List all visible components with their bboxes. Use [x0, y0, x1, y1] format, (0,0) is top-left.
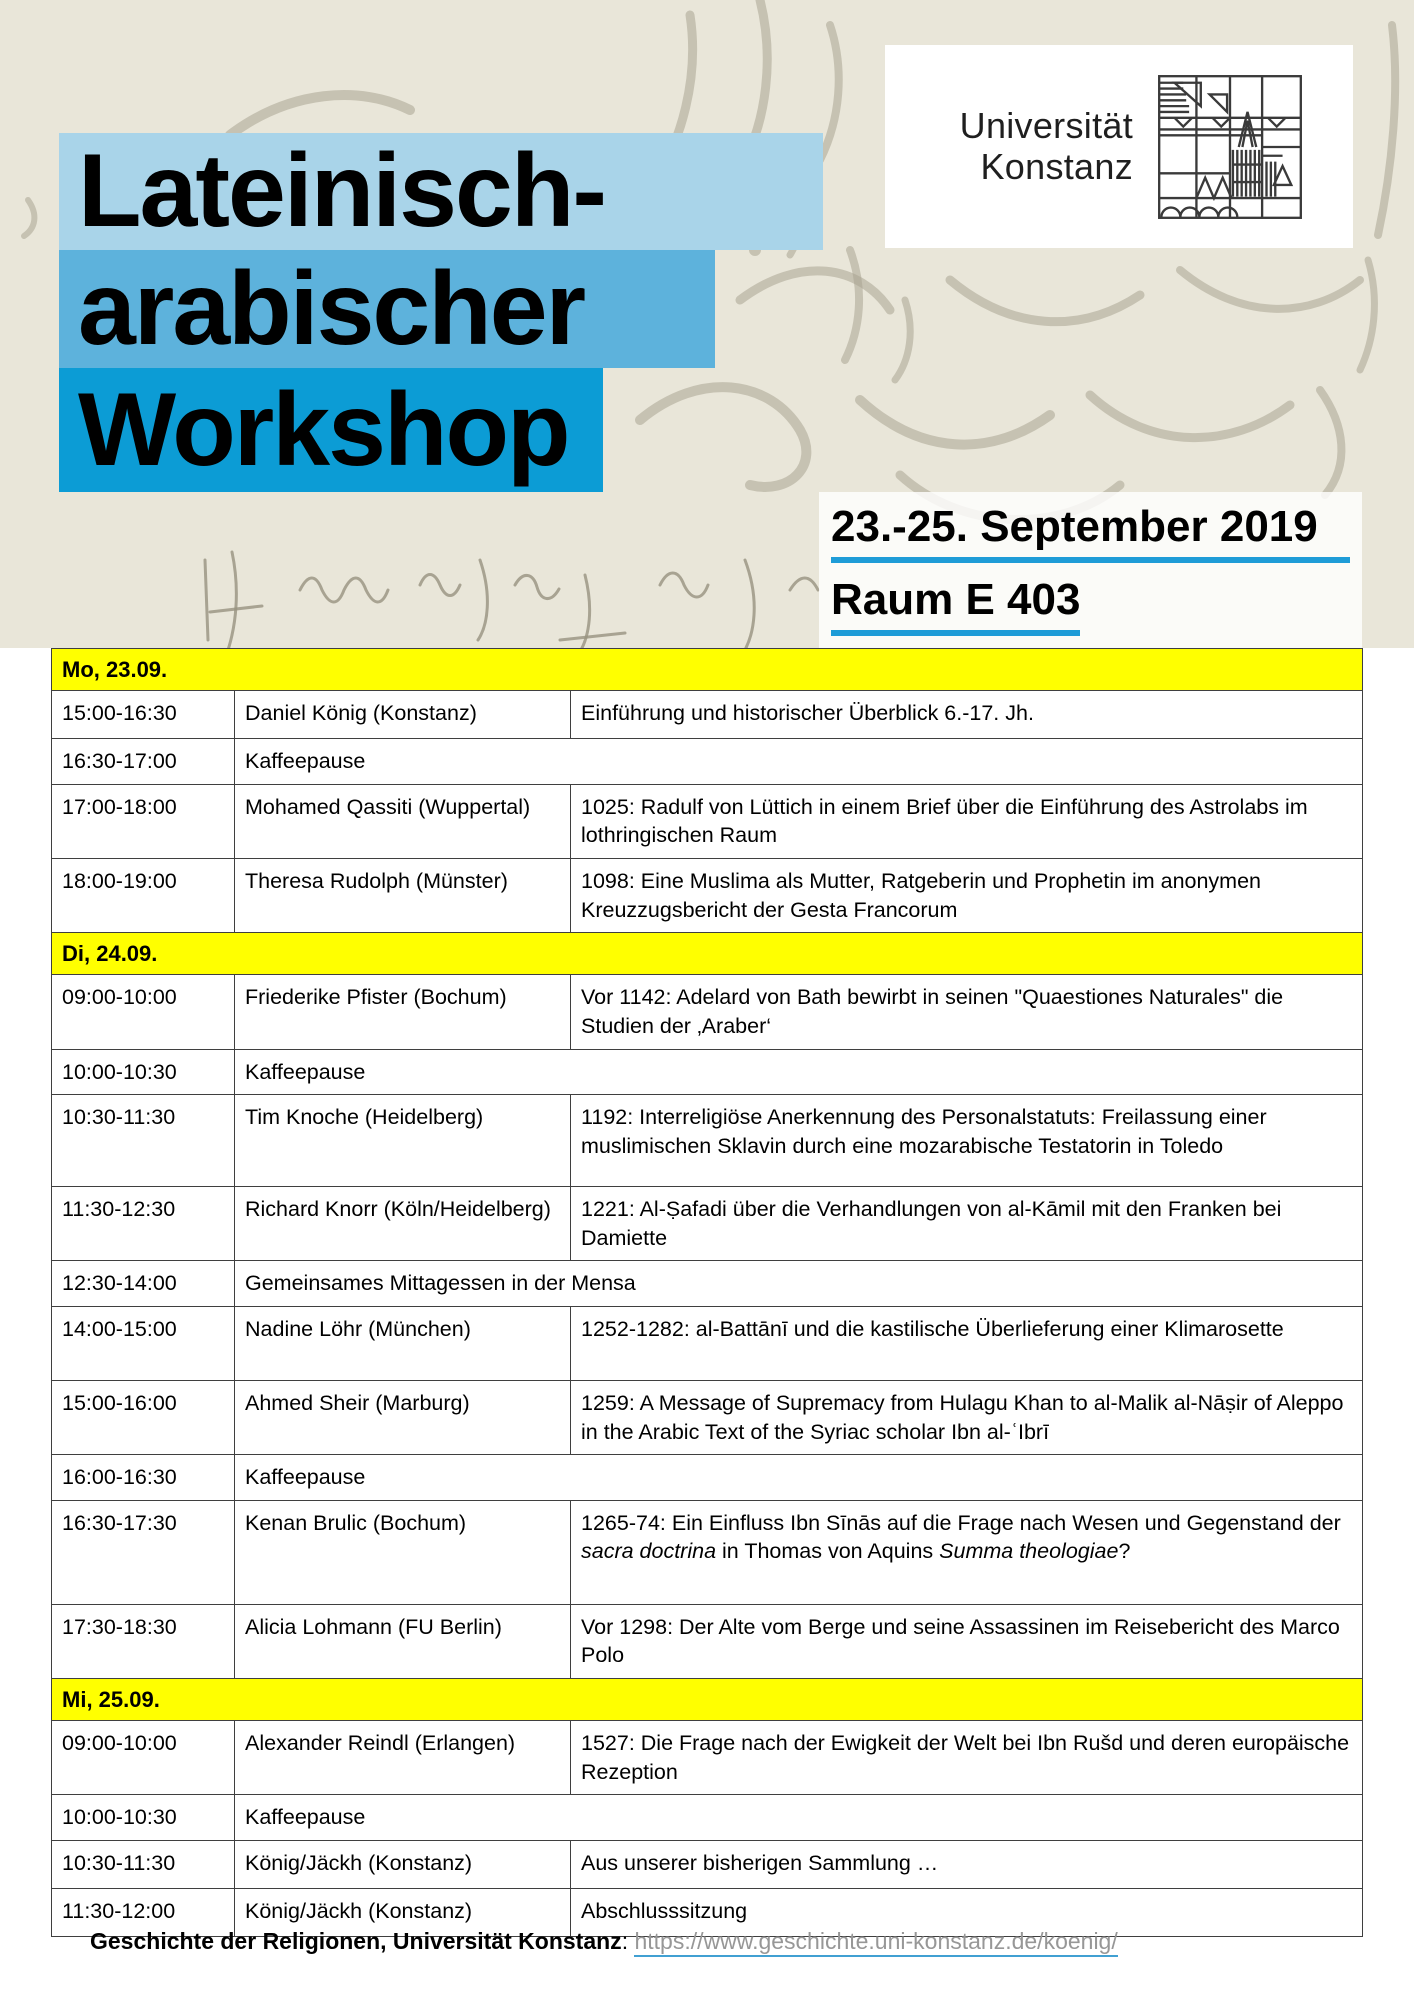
- speaker-cell: Alicia Lohmann (FU Berlin): [235, 1604, 571, 1678]
- time-cell: 11:30-12:00: [52, 1889, 235, 1937]
- session-row: [52, 859, 1363, 933]
- speaker-cell: Kenan Brulic (Bochum): [235, 1500, 571, 1604]
- title-text-3: Workshop: [78, 371, 569, 488]
- talk-title-segment: ?: [1118, 1539, 1131, 1564]
- talk-title-cell: [571, 1500, 1363, 1604]
- logo-line-2: Konstanz: [980, 145, 1133, 187]
- session-row: [52, 975, 1363, 1049]
- logo-line-1: Universität: [959, 105, 1133, 147]
- room-label: Raum E 403: [831, 575, 1080, 636]
- day-header-row: [52, 933, 1363, 975]
- session-row: [52, 1381, 1363, 1455]
- day-header-row: [52, 649, 1363, 691]
- break-label-cell: Kaffeepause: [235, 1049, 1363, 1095]
- time-cell: 09:00-10:00: [52, 975, 235, 1049]
- day-header: Mi, 25.09.: [52, 1679, 1363, 1721]
- time-cell: 10:00-10:30: [52, 1795, 235, 1841]
- break-row: [52, 739, 1363, 785]
- time-cell: 10:30-11:30: [52, 1095, 235, 1187]
- title-text-2: arabischer: [78, 250, 585, 367]
- talk-title-segment: Abschlusssitzung: [581, 1899, 748, 1924]
- speaker-cell: Ahmed Sheir (Marburg): [235, 1381, 571, 1455]
- university-konstanz-emblem: [1157, 74, 1303, 220]
- date-room-box: [819, 492, 1362, 648]
- speaker-cell: König/Jäckh (Konstanz): [235, 1889, 571, 1937]
- schedule-table: [51, 648, 1363, 1937]
- day-header: Mo, 23.09.: [52, 649, 1363, 691]
- talk-title-segment: Vor 1142: Adelard von Bath bewirbt in seinen "Quaestiones Naturales" die Studien der ‚Araber‘: [581, 985, 1284, 1039]
- talk-title-segment: 1098: Eine Muslima als Mutter, Ratgeberin und Prophetin im anonymen Kreuzzugsbericht der Gesta Francorum: [581, 869, 1262, 922]
- university-logo-text: [960, 106, 1133, 187]
- speaker-cell: Friederike Pfister (Bochum): [235, 975, 571, 1049]
- talk-title-segment: 1221: Al-Ṣafadi über die Verhandlungen von al-Kāmil mit den Franken bei Damiette: [581, 1197, 1282, 1250]
- footer-link[interactable]: https://www.geschichte.uni-konstanz.de/koenig/: [634, 1928, 1117, 1957]
- footer-label: Geschichte der Religionen, Universität Konstanz: [90, 1928, 622, 1954]
- session-row: [52, 1604, 1363, 1678]
- poster-header: [0, 0, 1414, 648]
- schedule-body: [52, 649, 1363, 1937]
- time-cell: 14:00-15:00: [52, 1307, 235, 1381]
- time-cell: 18:00-19:00: [52, 859, 235, 933]
- talk-title-segment: 1527: Die Frage nach der Ewigkeit der Welt bei Ibn Rušd und deren europäische Rezeption: [581, 1731, 1350, 1784]
- break-label-cell: Gemeinsames Mittagessen in der Mensa: [235, 1261, 1363, 1307]
- session-row: [52, 1095, 1363, 1187]
- session-row: [52, 691, 1363, 739]
- time-cell: 10:00-10:30: [52, 1049, 235, 1095]
- speaker-cell: König/Jäckh (Konstanz): [235, 1841, 571, 1889]
- talk-title-cell: [571, 1381, 1363, 1455]
- day-header-row: [52, 1679, 1363, 1721]
- date-range: 23.-25. September 2019: [831, 502, 1350, 563]
- break-label-cell: Kaffeepause: [235, 739, 1363, 785]
- talk-title-segment: 1025: Radulf von Lüttich in einem Brief über die Einführung des Astrolabs im lothringischen Raum: [581, 794, 1308, 848]
- speaker-cell: Theresa Rudolph (Münster): [235, 859, 571, 933]
- university-logo-box: [885, 45, 1353, 248]
- footer-colon: :: [621, 1928, 635, 1954]
- talk-title-cell: [571, 1095, 1363, 1187]
- time-cell: 09:00-10:00: [52, 1721, 235, 1795]
- time-cell: 16:00-16:30: [52, 1455, 235, 1501]
- talk-title-segment: Einführung und historischer Überblick 6.-17. Jh.: [581, 701, 1034, 726]
- speaker-cell: Tim Knoche (Heidelberg): [235, 1095, 571, 1187]
- talk-title-segment: 1259: A Message of Supremacy from Hulagu Khan to al-Malik al-Nāṣir of Aleppo in the Arabic Text of the Syriac scholar Ibn al-ʿIbrī: [581, 1391, 1344, 1444]
- speaker-cell: Daniel König (Konstanz): [235, 691, 571, 739]
- footer: [90, 1928, 1118, 1955]
- talk-title-segment: Vor 1298: Der Alte vom Berge und seine Assassinen im Reisebericht des Marco Polo: [581, 1614, 1340, 1668]
- talk-title-segment: 1192: Interreligiöse Anerkennung des Personalstatuts: Freilassung einer muslimischen Sklavin durch eine mozarabische Testatorin in Toledo: [581, 1105, 1267, 1158]
- title-line-2: [59, 250, 715, 368]
- time-cell: 16:30-17:30: [52, 1500, 235, 1604]
- latin-manuscript-line: [205, 552, 818, 648]
- title-line-3: [59, 368, 603, 492]
- talk-title-cell: [571, 1841, 1363, 1889]
- time-cell: 17:30-18:30: [52, 1604, 235, 1678]
- session-row: [52, 1721, 1363, 1795]
- session-row: [52, 1841, 1363, 1889]
- talk-title-segment: Aus unserer bisherigen Sammlung …: [581, 1851, 939, 1876]
- speaker-cell: Alexander Reindl (Erlangen): [235, 1721, 571, 1795]
- room-line: [831, 575, 1350, 636]
- speaker-cell: Nadine Löhr (München): [235, 1307, 571, 1381]
- title-line-1: [59, 133, 823, 250]
- talk-title-cell: [571, 1721, 1363, 1795]
- title-text-1: Lateinisch-: [78, 133, 605, 249]
- time-cell: 11:30-12:30: [52, 1187, 235, 1261]
- talk-title-cell: [571, 859, 1363, 933]
- time-cell: 16:30-17:00: [52, 739, 235, 785]
- speaker-cell: Richard Knorr (Köln/Heidelberg): [235, 1187, 571, 1261]
- talk-title-italic-segment: Summa theologiae: [939, 1539, 1119, 1564]
- talk-title-cell: [571, 691, 1363, 739]
- schedule-section: [51, 648, 1363, 1937]
- day-header: Di, 24.09.: [52, 933, 1363, 975]
- time-cell: 10:30-11:30: [52, 1841, 235, 1889]
- talk-title-segment: 1265-74: Ein Einfluss Ibn Sīnās auf die Frage nach Wesen und Gegenstand der: [581, 1510, 1341, 1535]
- time-cell: 15:00-16:00: [52, 1381, 235, 1455]
- talk-title-cell: [571, 975, 1363, 1049]
- talk-title-cell: [571, 784, 1363, 858]
- break-row: [52, 1049, 1363, 1095]
- talk-title-cell: [571, 1307, 1363, 1381]
- speaker-cell: Mohamed Qassiti (Wuppertal): [235, 784, 571, 858]
- time-cell: 17:00-18:00: [52, 784, 235, 858]
- talk-title-segment: in Thomas von Aquins: [716, 1539, 940, 1564]
- talk-title-cell: [571, 1604, 1363, 1678]
- break-row: [52, 1455, 1363, 1501]
- talk-title-cell: [571, 1187, 1363, 1261]
- time-cell: 12:30-14:00: [52, 1261, 235, 1307]
- break-label-cell: Kaffeepause: [235, 1455, 1363, 1501]
- session-row: [52, 784, 1363, 858]
- session-row: [52, 1187, 1363, 1261]
- break-row: [52, 1795, 1363, 1841]
- time-cell: 15:00-16:30: [52, 691, 235, 739]
- session-row: [52, 1307, 1363, 1381]
- session-row: [52, 1500, 1363, 1604]
- talk-title-italic-segment: sacra doctrina: [581, 1539, 717, 1564]
- talk-title-segment: 1252-1282: al-Battānī und die kastilische Überlieferung einer Klimarosette: [581, 1317, 1284, 1342]
- break-label-cell: Kaffeepause: [235, 1795, 1363, 1841]
- break-row: [52, 1261, 1363, 1307]
